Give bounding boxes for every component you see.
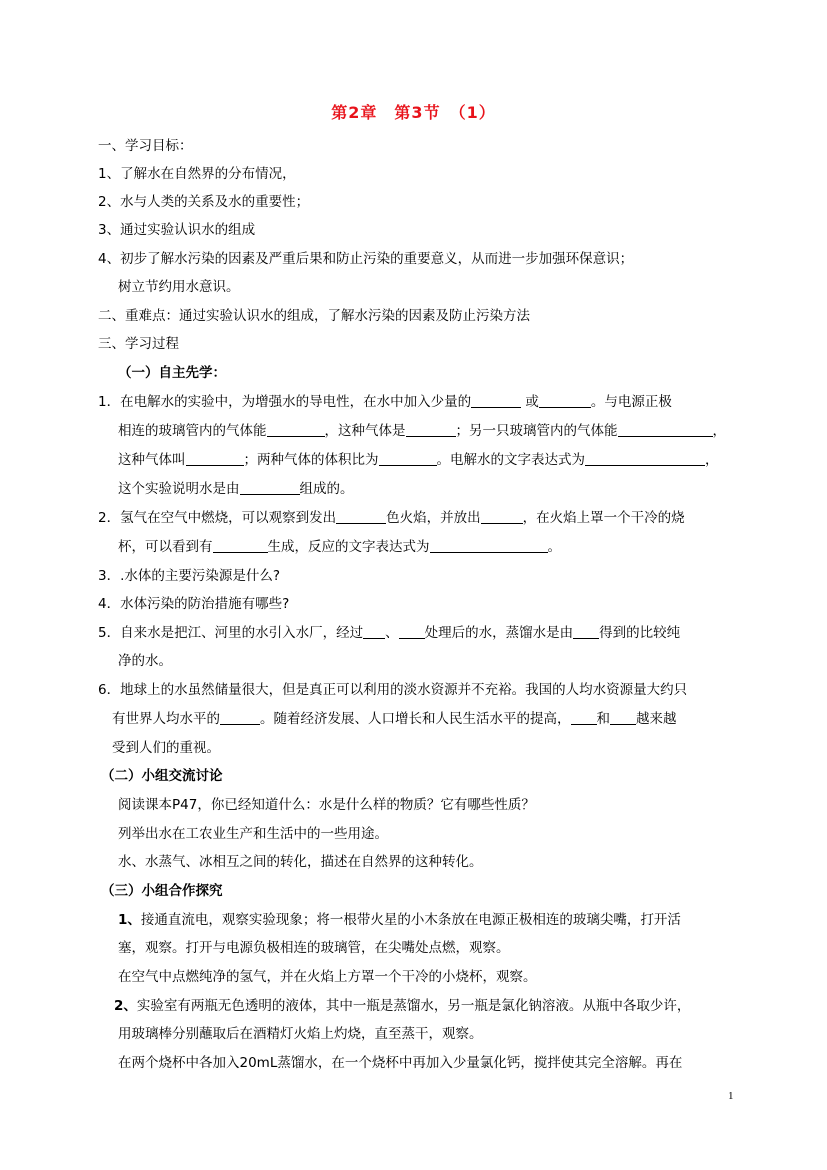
text: 这种气体叫 <box>118 452 186 468</box>
text: 相连的玻璃管内的气体能 <box>118 423 267 439</box>
process-heading: 三、学习过程 <box>98 336 179 352</box>
inquiry-2-line-1 <box>114 996 690 1016</box>
question-1-line-2 <box>118 421 726 441</box>
objectives-heading: 一、学习目标： <box>98 138 193 154</box>
question-1-line-3 <box>118 450 719 470</box>
discussion-2: 列举出水在工农业生产和生活中的一些用途。 <box>118 826 388 842</box>
text: 有世界人均水平的 <box>112 711 220 727</box>
discussion-3: 水、水蒸气、冰相互之间的转化，描述在自然界的这种转化。 <box>118 854 483 870</box>
blank[interactable] <box>571 710 597 725</box>
blank[interactable] <box>430 538 548 553</box>
blank[interactable] <box>240 480 300 495</box>
text: 色火焰，并放出 <box>386 510 481 526</box>
text: 和 <box>596 711 610 727</box>
inquiry-1-line-1 <box>118 910 681 930</box>
item-number: 2、 <box>114 998 137 1014</box>
question-5-line-2: 净的水。 <box>118 653 172 669</box>
text: ， <box>712 423 726 439</box>
inquiry-2-line-2: 用玻璃棒分别蘸取后在酒精灯火焰上灼烧，直至蒸干，观察。 <box>118 1026 483 1042</box>
question-6-line-1: 6．地球上的水虽然储量很大，但是真正可以利用的淡水资源并不充裕。我国的人均水资源量大约只 <box>98 682 688 698</box>
blank[interactable] <box>186 451 244 466</box>
text: ， <box>705 452 719 468</box>
text: 处理后的水，蒸馏水是由 <box>424 625 574 641</box>
question-3: 3．.水体的主要污染源是什么? <box>98 568 281 584</box>
inquiry-2-line-3: 在两个烧杯中各加入20mL蒸馏水，在一个烧杯中再加入少量氯化钙，搅拌使其完全溶解。再在 <box>118 1055 683 1071</box>
inquiry-1-line-2: 塞，观察。打开与电源负极相连的玻璃管，在尖嘴处点燃，观察。 <box>118 940 510 956</box>
text: 1．在电解水的实验中，为增强水的导电性，在水中加入少量的 <box>98 394 472 410</box>
question-1-line-4 <box>118 479 354 499</box>
text: 。与电源正极 <box>590 394 672 410</box>
blank[interactable] <box>220 710 260 725</box>
text: 。 <box>547 539 561 555</box>
question-2-line-2 <box>118 537 561 557</box>
blank[interactable] <box>267 422 325 437</box>
text: 或 <box>525 394 539 410</box>
item-number: 1、 <box>118 912 141 928</box>
text: 接通直流电，观察实验现象；将一根带火星的小木条放在电源正极相连的玻璃尖嘴，打开活 <box>140 912 681 928</box>
objective-1: 1、了解水在自然界的分布情况， <box>98 166 296 182</box>
question-4: 4．水体污染的防治措施有哪些? <box>98 596 290 612</box>
blank[interactable] <box>539 393 591 408</box>
text: 得到的比较纯 <box>599 625 681 641</box>
section-3-heading: （三）小组合作探究 <box>101 883 223 899</box>
objective-4-cont: 树立节约用水意识。 <box>118 279 240 295</box>
blank[interactable] <box>336 509 386 524</box>
question-1-line-1 <box>98 392 672 412</box>
blank[interactable] <box>481 509 523 524</box>
text: 、 <box>385 625 399 641</box>
blank[interactable] <box>213 538 268 553</box>
text: 组成的。 <box>299 481 354 497</box>
question-6-line-2 <box>112 709 677 729</box>
section-2-heading: （二）小组交流讨论 <box>101 768 223 784</box>
text: ；另一只玻璃管内的气体能 <box>455 423 618 439</box>
blank[interactable] <box>363 624 385 639</box>
text: 这个实验说明水是由 <box>118 481 240 497</box>
key-points: 二、重难点：通过实验认识水的组成，了解水污染的因素及防止污染方法 <box>98 308 530 324</box>
text: 2．氢气在空气中燃烧，可以观察到发出 <box>98 510 337 526</box>
blank[interactable] <box>406 422 456 437</box>
question-2-line-1 <box>98 508 685 528</box>
text: 越来越 <box>636 711 677 727</box>
question-5-line-1 <box>98 623 680 643</box>
objective-2: 2、水与人类的关系及水的重要性； <box>98 194 310 210</box>
blank[interactable] <box>585 451 705 466</box>
text: 5．自来水是把江、河里的水引入水厂，经过 <box>98 625 364 641</box>
blank[interactable] <box>399 624 425 639</box>
inquiry-1-line-3: 在空气中点燃纯净的氢气，并在火焰上方罩一个干冷的小烧杯，观察。 <box>118 969 537 985</box>
text: 实验室有两瓶无色透明的液体，其中一瓶是蒸馏水，另一瓶是氯化钠溶液。从瓶中各取少许， <box>136 998 691 1014</box>
text: ，在火焰上罩一个干冷的烧 <box>522 510 685 526</box>
blank[interactable] <box>618 422 713 437</box>
text: 杯，可以看到有 <box>118 539 213 555</box>
text: 。随着经济发展、人口增长和人民生活水平的提高， <box>260 711 571 727</box>
blank[interactable] <box>379 451 437 466</box>
objective-4: 4、初步了解水污染的因素及严重后果和防止污染的重要意义，从而进一步加强环保意识； <box>98 251 634 267</box>
objective-3: 3、通过实验认识水的组成 <box>98 222 256 238</box>
text: ；两种气体的体积比为 <box>243 452 379 468</box>
text: 。电解水的文字表达式为 <box>436 452 585 468</box>
discussion-1: 阅读课本P47，你已经知道什么：水是什么样的物质？它有哪些性质？ <box>118 797 535 813</box>
blank[interactable] <box>610 710 636 725</box>
text: ，这种气体是 <box>324 423 406 439</box>
section-1-heading: （一）自主先学： <box>118 365 226 381</box>
blank[interactable] <box>471 393 521 408</box>
page-number: 1 <box>728 1090 734 1102</box>
question-6-line-3: 受到人们的重视。 <box>112 740 220 756</box>
blank[interactable] <box>573 624 599 639</box>
page-title: 第2章 第3节 （1） <box>331 103 496 122</box>
text: 生成，反应的文字表达式为 <box>267 539 430 555</box>
